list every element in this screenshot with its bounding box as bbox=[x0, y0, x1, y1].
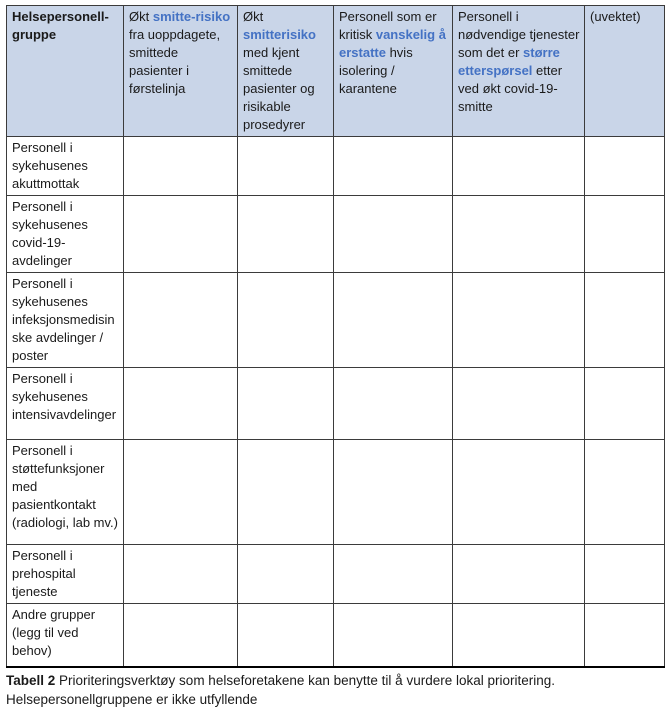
empty-cell-r2-c2 bbox=[124, 196, 238, 273]
header-cell-3 bbox=[238, 6, 334, 137]
row-label: Personell i støttefunksjoner med pasientkontakt (radiologi, lab mv.) bbox=[7, 440, 124, 545]
accent-phrase: større etterspørsel bbox=[458, 45, 560, 78]
empty-cell-r2-c6 bbox=[585, 196, 665, 273]
table-row-2 bbox=[7, 196, 665, 273]
table-row-7 bbox=[7, 604, 665, 667]
header-cell-1 bbox=[7, 6, 124, 137]
empty-cell-r7-c6 bbox=[585, 604, 665, 667]
empty-cell-r3-c6 bbox=[585, 273, 665, 368]
header-text: fra uoppdagete, smittede pasienter i førstelinja bbox=[129, 27, 221, 96]
row-label: Personell i sykehusenes intensivavdelinger bbox=[7, 368, 124, 440]
header-text: Økt bbox=[243, 9, 264, 24]
empty-cell-r5-c5 bbox=[453, 440, 585, 545]
table-header-row bbox=[7, 6, 665, 137]
empty-cell-r4-c5 bbox=[453, 368, 585, 440]
header-text: hvis isolering / karantene bbox=[339, 45, 413, 96]
accent-phrase: smitte-risiko bbox=[152, 9, 231, 24]
caption-text: Prioriteringsverktøy som helseforetakene kan benytte til å vurdere lokal prioritering. bbox=[55, 672, 556, 688]
empty-cell-r1-c2 bbox=[124, 137, 238, 196]
empty-cell-r6-c5 bbox=[453, 545, 585, 604]
empty-cell-r1-c3 bbox=[238, 137, 334, 196]
row-label: Personell i sykehusenes infeksjonsmedisinske avdelinger / poster bbox=[7, 273, 124, 368]
empty-cell-r6-c3 bbox=[238, 545, 334, 604]
empty-cell-r4-c3 bbox=[238, 368, 334, 440]
empty-cell-r1-c6 bbox=[585, 137, 665, 196]
caption-line2: Helsepersonellgruppene er ikke utfyllende bbox=[6, 691, 258, 707]
header-cell-6 bbox=[585, 6, 665, 137]
table-row-3 bbox=[7, 273, 665, 368]
accent-phrase: vanskelig å erstatte bbox=[339, 27, 446, 60]
header-text: Personell som er kritisk bbox=[339, 9, 437, 42]
empty-cell-r5-c4 bbox=[334, 440, 453, 545]
row-label: Personell i sykehusenes akuttmottak bbox=[7, 137, 124, 196]
empty-cell-r2-c4 bbox=[334, 196, 453, 273]
table-row-4 bbox=[7, 368, 665, 440]
empty-cell-r3-c3 bbox=[238, 273, 334, 368]
empty-cell-r3-c2 bbox=[124, 273, 238, 368]
empty-cell-r6-c6 bbox=[585, 545, 665, 604]
empty-cell-r3-c5 bbox=[453, 273, 585, 368]
empty-cell-r7-c3 bbox=[238, 604, 334, 667]
empty-cell-r2-c3 bbox=[238, 196, 334, 273]
empty-cell-r5-c3 bbox=[238, 440, 334, 545]
header-text: etter ved økt covid-19-smitte bbox=[458, 63, 563, 114]
priority-table bbox=[6, 5, 665, 668]
empty-cell-r1-c4 bbox=[334, 137, 453, 196]
header-text: Helsepersonell-gruppe bbox=[12, 9, 109, 42]
table-row-6 bbox=[7, 545, 665, 604]
row-label: Andre grupper (legg til ved behov) bbox=[7, 604, 124, 667]
empty-cell-r6-c4 bbox=[334, 545, 453, 604]
header-text: Økt bbox=[129, 9, 153, 24]
empty-cell-r5-c6 bbox=[585, 440, 665, 545]
empty-cell-r7-c5 bbox=[453, 604, 585, 667]
table-row-1 bbox=[7, 137, 665, 196]
accent-phrase: smitterisiko bbox=[243, 27, 316, 42]
empty-cell-r2-c5 bbox=[453, 196, 585, 273]
table-row-5 bbox=[7, 440, 665, 545]
header-text: Personell i nødvendige tjenester som det er bbox=[458, 9, 580, 60]
row-label: Personell i prehospital tjeneste bbox=[7, 545, 124, 604]
empty-cell-r7-c4 bbox=[334, 604, 453, 667]
empty-cell-r6-c2 bbox=[124, 545, 238, 604]
empty-cell-r4-c6 bbox=[585, 368, 665, 440]
empty-cell-r5-c2 bbox=[124, 440, 238, 545]
empty-cell-r1-c5 bbox=[453, 137, 585, 196]
header-text: med kjent smittede pasienter og risikable prosedyrer bbox=[243, 45, 315, 132]
header-cell-2 bbox=[124, 6, 238, 137]
empty-cell-r3-c4 bbox=[334, 273, 453, 368]
empty-cell-r4-c2 bbox=[124, 368, 238, 440]
header-cell-4 bbox=[334, 6, 453, 137]
empty-cell-r7-c2 bbox=[124, 604, 238, 667]
caption-label: Tabell 2 bbox=[6, 672, 56, 688]
empty-cell-r4-c4 bbox=[334, 368, 453, 440]
row-label: Personell i sykehusenes covid-19-avdelinger bbox=[7, 196, 124, 273]
header-text: (uvektet) bbox=[590, 9, 641, 24]
table-caption bbox=[6, 671, 666, 709]
header-cell-5 bbox=[453, 6, 585, 137]
